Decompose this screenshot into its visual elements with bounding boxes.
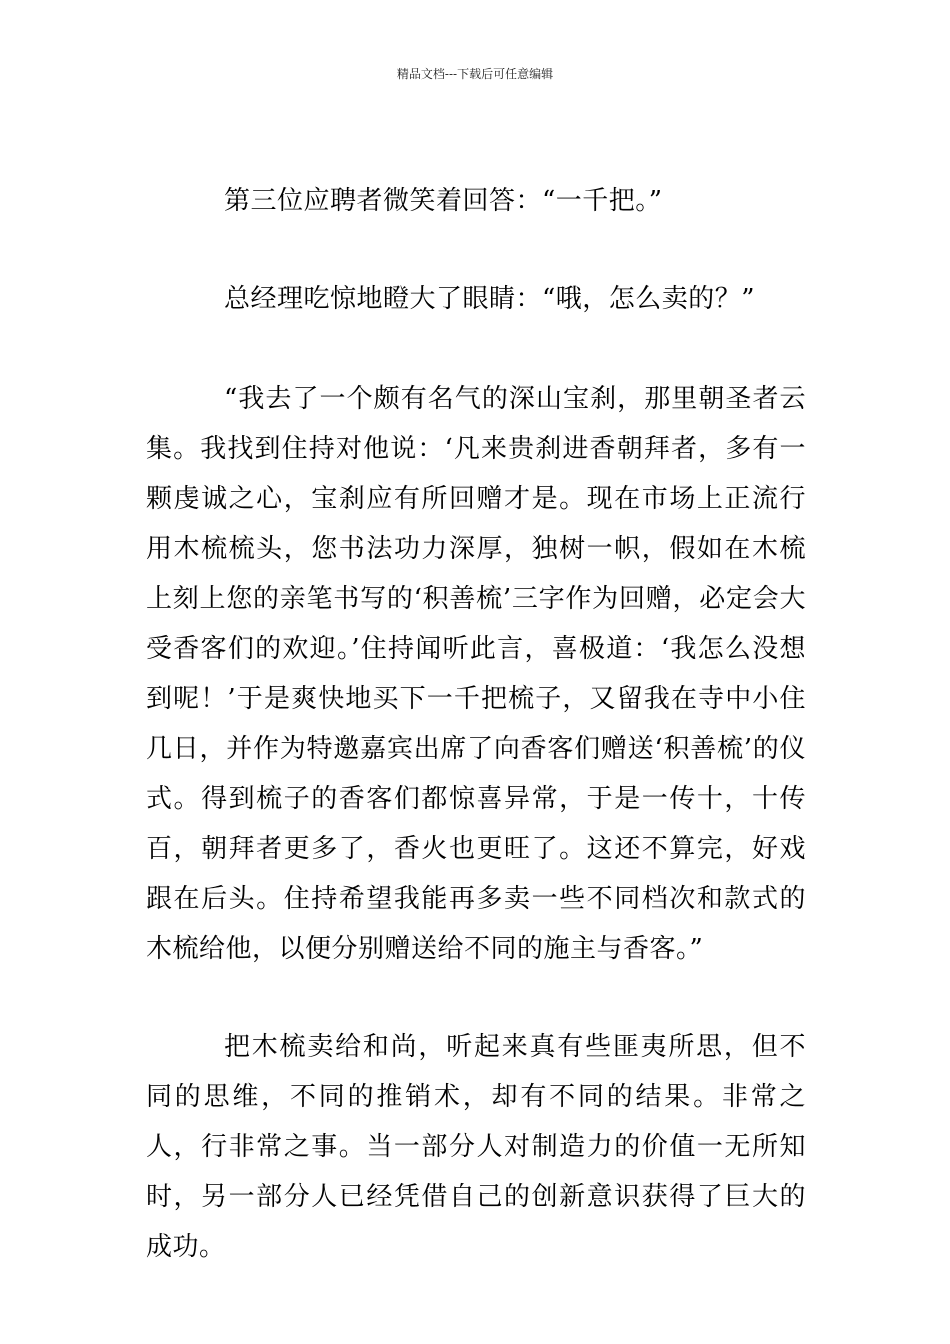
page-header: 精品文档---下载后可任意编辑	[396, 67, 554, 81]
paragraph-story: “我去了一个颇有名气的深山宝刹，那里朝圣者云集。我找到住持对他说：‘凡来贵刹进香朝拜者，多有一颗虔诚之心，宝刹应有所回赠才是。现在市场上正流行用木梳梳头，您书法功力深厚，独树一帜，假如在木梳上刻上您的亲笔书写的‘积善梳’三字作为回赠，必定会大受香客们的欢迎。’住持闻听此言，喜极道：‘我怎么没想到呢！’于是爽快地买下一千把梳子，又留我在寺中小住几日，并作为特邀嘉宾出席了向香客们赠送‘积善梳’的仪式。得到梳子的香客们都惊喜异常，于是一传十，十传百，朝拜者更多了，香火也更旺了。这还不算完，好戏跟在后头。住持希望我能再多卖一些不同档次和款式的木梳给他，以便分别赠送给不同的施主与香客。”	[146, 384, 806, 964]
paragraph-answer: 第三位应聘者微笑着回答：“一千把。”	[224, 186, 663, 216]
paragraph-question: 总经理吃惊地瞪大了眼睛：“哦，怎么卖的？”	[224, 284, 756, 314]
paragraph-conclusion: 把木梳卖给和尚，听起来真有些匪夷所思，但不同的思维，不同的推销术，却有不同的结果。非常之人，行非常之事。当一部分人对制造力的价值一无所知时，另一部分人已经凭借自己的创新意识获得了巨大的成功。	[146, 1032, 806, 1262]
